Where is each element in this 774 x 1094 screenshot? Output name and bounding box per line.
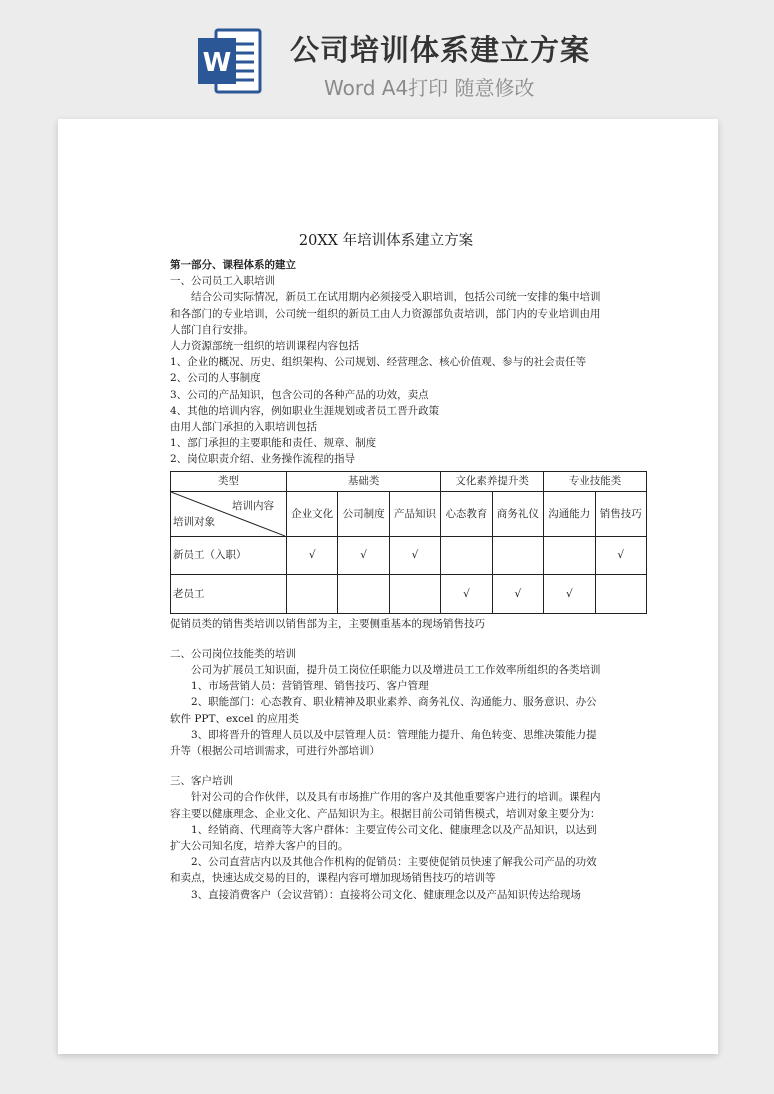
paragraph: 结合公司实际情况，新员工在试用期内必须接受入职培训，包括公司统一安排的集中培训和各部门的专业培训，公司统一组织的新员工由人力资源部负责培训，部门内的专业培训由用人部门自行安排。 xyxy=(170,291,601,336)
table-column-header: 沟通能力 xyxy=(544,491,595,536)
table-cell: √ xyxy=(389,536,440,574)
table-column-header: 公司制度 xyxy=(338,491,389,536)
paragraph: 公司为扩展员工知识面，提升员工岗位任职能力以及增进员工工作效率所组织的各类培训 xyxy=(191,664,601,677)
subsection-heading: 三、客户培训 xyxy=(170,775,233,788)
table-cell xyxy=(286,574,337,613)
logo-letter: W xyxy=(202,48,232,78)
header-banner xyxy=(0,0,774,118)
list-intro: 人力资源部统一组织的培训课程内容包括 xyxy=(170,340,359,353)
table-column-header: 心态教育 xyxy=(441,491,492,536)
diagonal-header-cell xyxy=(171,491,287,536)
section-heading: 第一部分、课程体系的建立 xyxy=(170,259,296,271)
table-column-header: 销售技巧 xyxy=(595,491,647,536)
table-row xyxy=(171,574,647,613)
table-cell: √ xyxy=(595,536,647,574)
document-page xyxy=(58,119,718,1054)
table-cell xyxy=(338,574,389,613)
training-matrix-table xyxy=(170,471,647,614)
word-document-icon xyxy=(194,26,264,96)
table-column-header: 商务礼仪 xyxy=(492,491,543,536)
table-cell: √ xyxy=(544,574,595,613)
table-cell xyxy=(595,574,647,613)
table-cell: √ xyxy=(286,536,337,574)
list-item: 2、职能部门：心态教育、职业精神及职业素养、商务礼仪、沟通能力、服务意识、办公软件 PPT、excel 的应用类 xyxy=(170,696,597,725)
row-label: 老员工 xyxy=(171,574,287,613)
table-cell: √ xyxy=(492,574,543,613)
table-group-header: 文化素养提升类 xyxy=(441,471,544,491)
table-column-row xyxy=(171,491,647,536)
list-item: 3、即将晋升的管理人员以及中层管理人员：管理能力提升、角色转变、思维决策能力提升等（根据公司培训需求，可进行外部培训） xyxy=(170,728,597,758)
list-item: 1、企业的概况、历史、组织架构、公司规划、经营理念、核心价值观、参与的社会责任等 xyxy=(170,356,587,369)
table-cell xyxy=(389,574,440,613)
table-type-header: 类型 xyxy=(171,471,287,491)
table-cell xyxy=(492,536,543,574)
banner-title: 公司培训体系建立方案 xyxy=(290,33,591,67)
row-label: 新员工（入职） xyxy=(171,536,287,574)
table-column-header: 企业文化 xyxy=(286,491,337,536)
list-item: 1、经销商、代理商等大客户群体：主要宣传公司文化、健康理念以及产品知识，以达到扩大公司知名度，培养大客户的目的。 xyxy=(170,823,597,853)
list-item: 2、岗位职责介绍、业务操作流程的指导 xyxy=(170,453,356,466)
paragraph: 针对公司的合作伙伴，以及具有市场推广作用的客户及其他重要客户进行的培训。课程内容主要以健康理念、企业文化、产品知识为主。根据目前公司销售模式，培训对象主要分为： xyxy=(170,791,601,820)
list-item: 2、公司直营店内以及其他合作机构的促销员：主要使促销员快速了解我公司产品的功效和卖点，快速达成交易的目的，课程内容可增加现场销售技巧的培训等 xyxy=(170,856,597,885)
banner-subtitle: Word A4打印 随意修改 xyxy=(324,76,535,100)
list-item: 3、公司的产品知识，包含公司的各种产品的功效，卖点 xyxy=(170,388,429,401)
table-cell: √ xyxy=(338,536,389,574)
document-title: 20XX 年培训体系建立方案 xyxy=(298,233,474,249)
table-row xyxy=(171,536,647,574)
diagonal-top-label: 培训内容 xyxy=(231,499,274,512)
diagonal-bottom-label: 培训对象 xyxy=(173,516,215,529)
table-group-header: 基础类 xyxy=(286,471,440,491)
list-item: 3、直接消费客户（会议营销）：直接将公司文化、健康理念以及产品知识传达给现场 xyxy=(191,888,581,901)
subsection-heading: 二、公司岗位技能类的培训 xyxy=(170,647,296,660)
table-cell xyxy=(441,536,492,574)
spacer xyxy=(170,632,602,646)
paragraph: 促销员类的销售类培训以销售部为主，主要侧重基本的现场销售技巧 xyxy=(170,617,485,630)
list-item: 1、市场营销人员：营销管理、销售技巧、客户管理 xyxy=(191,680,429,693)
spacer xyxy=(170,759,602,773)
document-body xyxy=(170,231,642,903)
list-item: 4、其他的培训内容，例如职业生涯规划或者员工晋升政策 xyxy=(170,404,440,417)
table-column-header: 产品知识 xyxy=(389,491,440,536)
table-group-row xyxy=(171,471,647,491)
table-cell: √ xyxy=(441,574,492,613)
list-item: 2、公司的人事制度 xyxy=(170,372,261,385)
subsection-heading: 一、公司员工入职培训 xyxy=(170,275,275,288)
table-group-header: 专业技能类 xyxy=(544,471,647,491)
list-intro: 由用人部门承担的入职培训包括 xyxy=(170,421,317,434)
list-item: 1、部门承担的主要职能和责任、规章、制度 xyxy=(170,437,377,450)
table-cell xyxy=(544,536,595,574)
